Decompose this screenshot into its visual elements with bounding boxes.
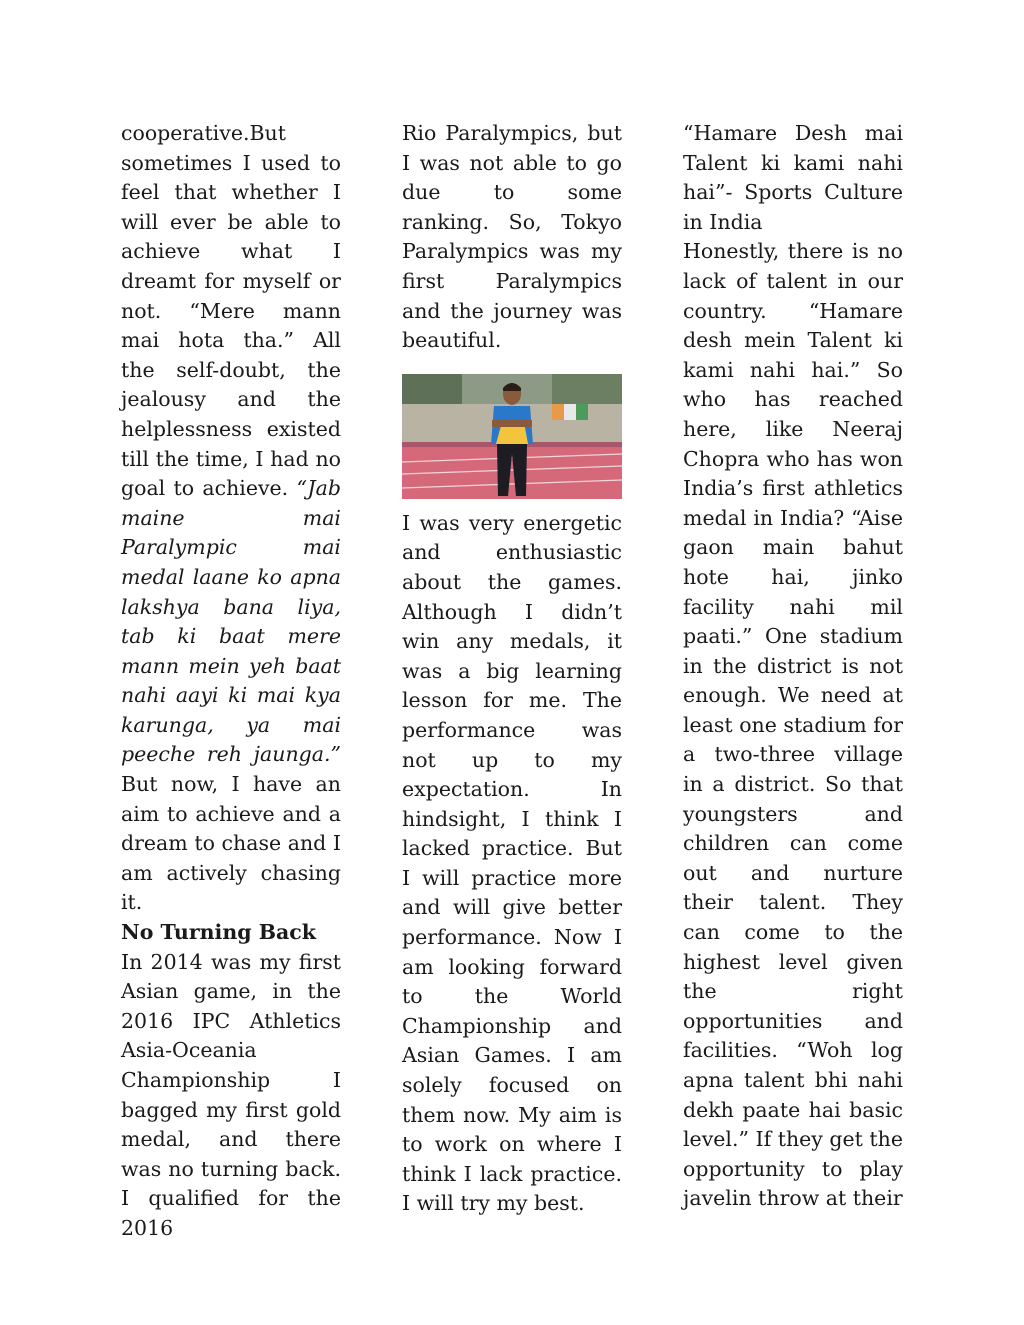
paragraph bbox=[121, 119, 341, 918]
column-1 bbox=[121, 119, 341, 1244]
paragraph: In 2014 was my first Asian game, in the 2016 IPC Athletics Asia-Oceania Championship I bagged my first gold medal, and there was no turning back. I qualified for the 2016 bbox=[121, 949, 341, 1240]
paragraph: Honestly, there is no lack of talent in our country. “Hamare desh mein Talent ki kami nahi hai.” So who has reached here, like Neeraj Chopra who has won India’s first athletics medal in India? “Aise gaon main bahut hote hai, jinko facility nahi mil paati.” One stadium in the district is not enough. We need at least one stadium for a two-three village in a district. So that youngsters and children can come out and nurture their talent. They can come to the highest level given the right opportunities and facilities. “Woh log apna talent bhi nahi dekh paate hai basic level.” If they get the opportunity to play javelin throw at their bbox=[683, 239, 903, 1211]
section-heading: No Turning Back bbox=[121, 920, 316, 945]
athlete-photo bbox=[402, 374, 622, 499]
athlete-photo-image bbox=[402, 374, 622, 499]
section-heading: “Hamare Desh mai Talent ki kami nahi hai”- Sports Culture in India bbox=[683, 121, 903, 234]
column-2 bbox=[402, 119, 622, 1219]
paragraph: I was very energetic and enthusiastic about the games. Although I didn’t win any medals, it was a big learning lesson for me. The performance was not up to my expectation. In hindsight, I think I lacked practice. But I will practice more and will give better performance. Now I am looking forward to the World Championship and Asian Games. I am solely focused on them now. My aim is to work on where I think I lack practice. I will try my best. bbox=[402, 510, 622, 1216]
paragraph: Rio Paralympics, but I was not able to go due to some ranking. So, Tokyo Paralympics was my first Paralympics and the journey was beautiful. bbox=[402, 121, 622, 353]
paragraph-text: But now, I have an aim to achieve and a dream to chase and I am actively chasing it. bbox=[121, 772, 341, 915]
hindi-quote: “Jab maine mai Paralympic mai medal laane ko apna lakshya bana liya, tab ki baat mere mann mein yeh baat nahi aayi ki mai kya karunga, ya mai peeche reh jaunga.” bbox=[121, 476, 341, 767]
paragraph-text: cooperative.But sometimes I used to feel that whether I will ever be able to achieve what I dreamt for myself or not. “Mere mann mai hota tha.” All the self-doubt, the jealousy and the helplessness existed till the time, I had no goal to achieve. bbox=[121, 121, 341, 501]
column-3 bbox=[683, 119, 903, 1214]
